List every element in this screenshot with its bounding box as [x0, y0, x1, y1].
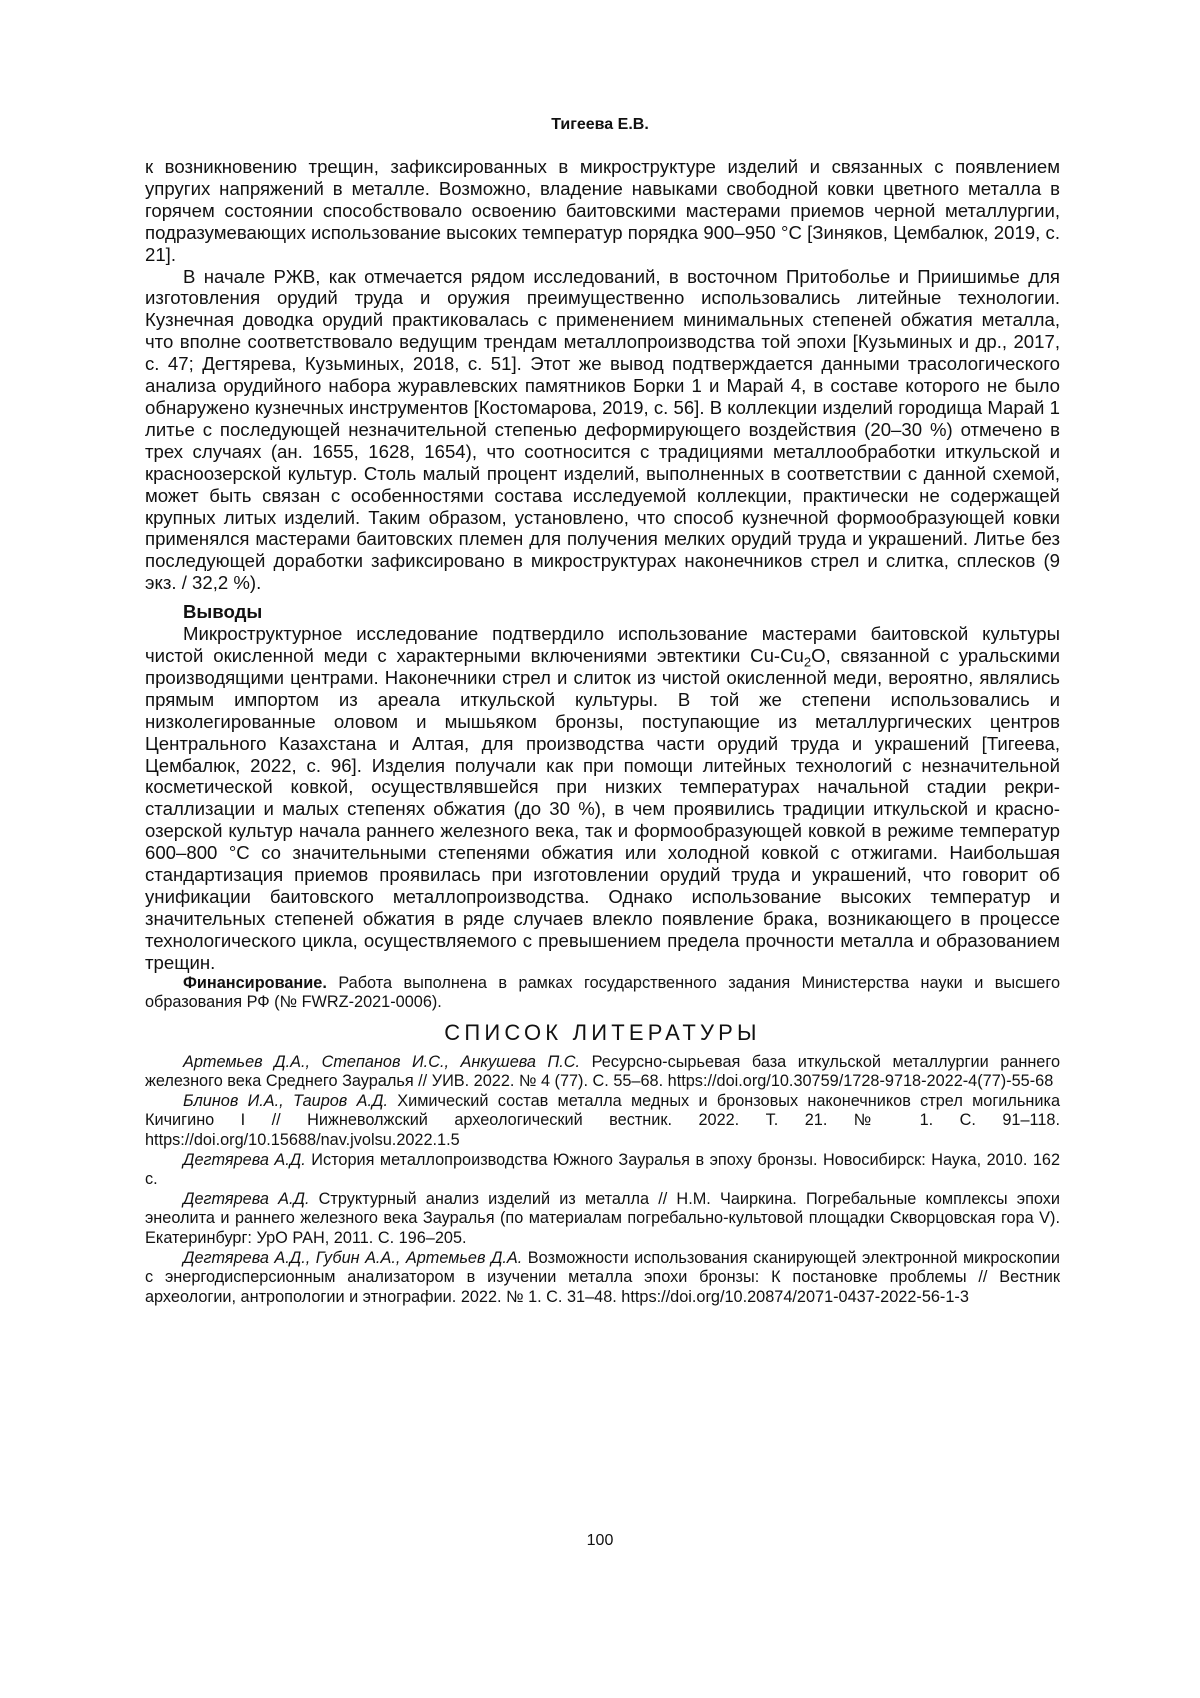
article-body [145, 156, 1060, 1307]
conclusions-paragraph [145, 623, 1060, 974]
funding-note [145, 974, 1060, 1013]
reference-text: Ресурсно-сырьевая база иткульской металлургии раннего железного века Среднего Зауралья // УИВ. 2022. № 4 (77). С. 55–68. https://doi.org/10.30759/1728-9718-2022-4(77)-55-68 [145, 1052, 1060, 1091]
funding-label: Финансирование. [183, 973, 327, 992]
conclusions-text-part-2: O, связанной с уральскими производящими центрами. Наконечники стрел и слиток из чистой окисленной меди, вероятно, являлись прямым импортом из ареала иткульской культуры. В той же степени использовались и низколегированные оловом и мышьяком бронзы, поступающие из металлургических центров Центрального Казахстана и Алтая, для производства части орудий труда и украшений [Тигеева, Цембалюк, 2022, с. 96]. Изделия получали как при помощи литейных технологий с незначительной косметической ковкой, осуществлявшейся при низких температурах начальной стадии рекристаллизации и малых степенях обжатия (до 30 %), в чем проявились традиции иткульской и красноозерской культур начала раннего железного века, так и формообразующей ковкой в режиме температур 600–800 °С со значительными степенями обжатия или холодной ковкой с отжигами. Наибольшая стандартизация приемов проявилась при изготовлении орудий труда и украшений, что говорит об унификации баитовского металлопроизводства. Однако использование высоких температур и значительных степеней обжатия в ряде случаев влекло появление брака, возникающего в процессе технологического цикла, осуществляемого с превышением предела прочности металла и образованием трещин. [145, 645, 1060, 973]
reference-item [145, 1053, 1060, 1092]
running-head: Тигеева Е.В. [551, 116, 649, 133]
paragraph: В начале РЖВ, как отмечается рядом исследований, в восточном Притоболье и Приишимье для изготовления орудий труда и оружия преимущественно использовались литейные технологии. Кузнечная доводка орудий практиковалась с применением минимальных степеней обжатия металла, что вполне соответствовало ведущим трендам металлопроизводства той эпохи [Кузьминых и др., 2017, с. 47; Дегтярева, Кузьминых, 2018, с. 51]. Этот же вывод подтверждается данными трасологического анализа орудийного набора журавлевских памятников Борки 1 и Марай 4, в составе которого не было обнаружено кузнечных инструментов [Костомарова, 2019, с. 56]. В коллекции изделий городища Марай 1 литье с последующей незначительной степенью деформирующего воздействия (20–30 %) отмечено в трех случаях (ан. 1655, 1628, 1654), что соотносится с традициями металлообработки иткульской и красноозерской культур. Столь малый процент изделий, выполненных в соответствии с данной схемой, может быть связан с особенностями состава исследуемой коллекции, практически не содержащей крупных литых изделий. Таким образом, установлено, что способ кузнечной формообразующей ковки применялся мастерами баитовских племен для получения мелких орудий труда и украшений. Литье без последующей доработки зафиксировано в микроструктурах наконечников стрел и слитка, сплесков (9 экз. / 32,2 %). [145, 265, 1060, 594]
reference-text: История металлопроизводства Южного Зауралья в эпоху бронзы. Новосибирск: Наука, 2010. 162 с. [145, 1150, 1060, 1189]
conclusions-heading: Выводы [183, 601, 263, 623]
reference-authors: Артемьев Д.А., Степанов И.С., Анкушева П.С. [183, 1052, 581, 1071]
paragraph: к возникновению трещин, зафиксированных в микроструктуре изделий и связанных с появлением упругих напряжений в металле. Возможно, владение навыками свободной ковки цветного металла в горячем состоянии способствовало освоению баитовскими мастерами приемов черной металлургии, подразумевающих использование высоких температур порядка 900–950 °С [Зиняков, Цембалюк, 2019, с. 21]. [145, 156, 1060, 265]
reference-item [145, 1092, 1060, 1151]
reference-authors: Блинов И.А., Таиров А.Д. [183, 1091, 388, 1110]
reference-text: Химический состав металла медных и бронзовых наконечников стрел могильника Кичигино I // Нижневолжский археологический вестник. 2022. Т. 21. № 1. С. 91–118. https://doi.org/10.15688/nav.jvolsu.2022.1.5 [145, 1091, 1060, 1149]
reference-item [145, 1190, 1060, 1249]
reference-authors: Дегтярева А.Д., Губин А.А., Артемьев Д.А. [183, 1248, 523, 1267]
reference-text: Структурный анализ изделий из металла // Н.М. Чаиркина. Погребальные комплексы эпохи энеолита и раннего железного века Зауралья (по материалам погребально-культовой площадки Скворцовская гора V). Екатеринбург: УрО РАН, 2011. С. 196–205. [145, 1189, 1061, 1247]
reference-item [145, 1151, 1060, 1190]
formula-subscript: 2 [803, 654, 812, 670]
references-title: СПИСОК ЛИТЕРАТУРЫ [444, 1019, 761, 1045]
references-list [145, 1053, 1060, 1308]
reference-text: Возможности использования сканирующей электронной микроскопии с энергодисперсионным анализатором в изучении металла эпохи бронзы: К постановке проблемы // Вестник археологии, антропологии и этнографии. 2022. № 1. С. 31–48. https://doi.org/10.20874/2071-0437-2022-56-1-3 [145, 1248, 1060, 1306]
reference-item [145, 1249, 1060, 1308]
reference-authors: Дегтярева А.Д. [183, 1189, 310, 1208]
funding-text: Работа выполнена в рамках государственного задания Министерства науки и высшего образования РФ (№ FWRZ-2021-0006). [145, 973, 1060, 1012]
page-number: 100 [586, 1532, 614, 1549]
reference-authors: Дегтярева А.Д. [183, 1150, 306, 1169]
conclusions-text-part-1: Микроструктурное исследование подтвердило использование мастерами баитовской культуры чистой окисленной меди с характерными включениями эвтектики Cu-Cu [145, 623, 1060, 667]
